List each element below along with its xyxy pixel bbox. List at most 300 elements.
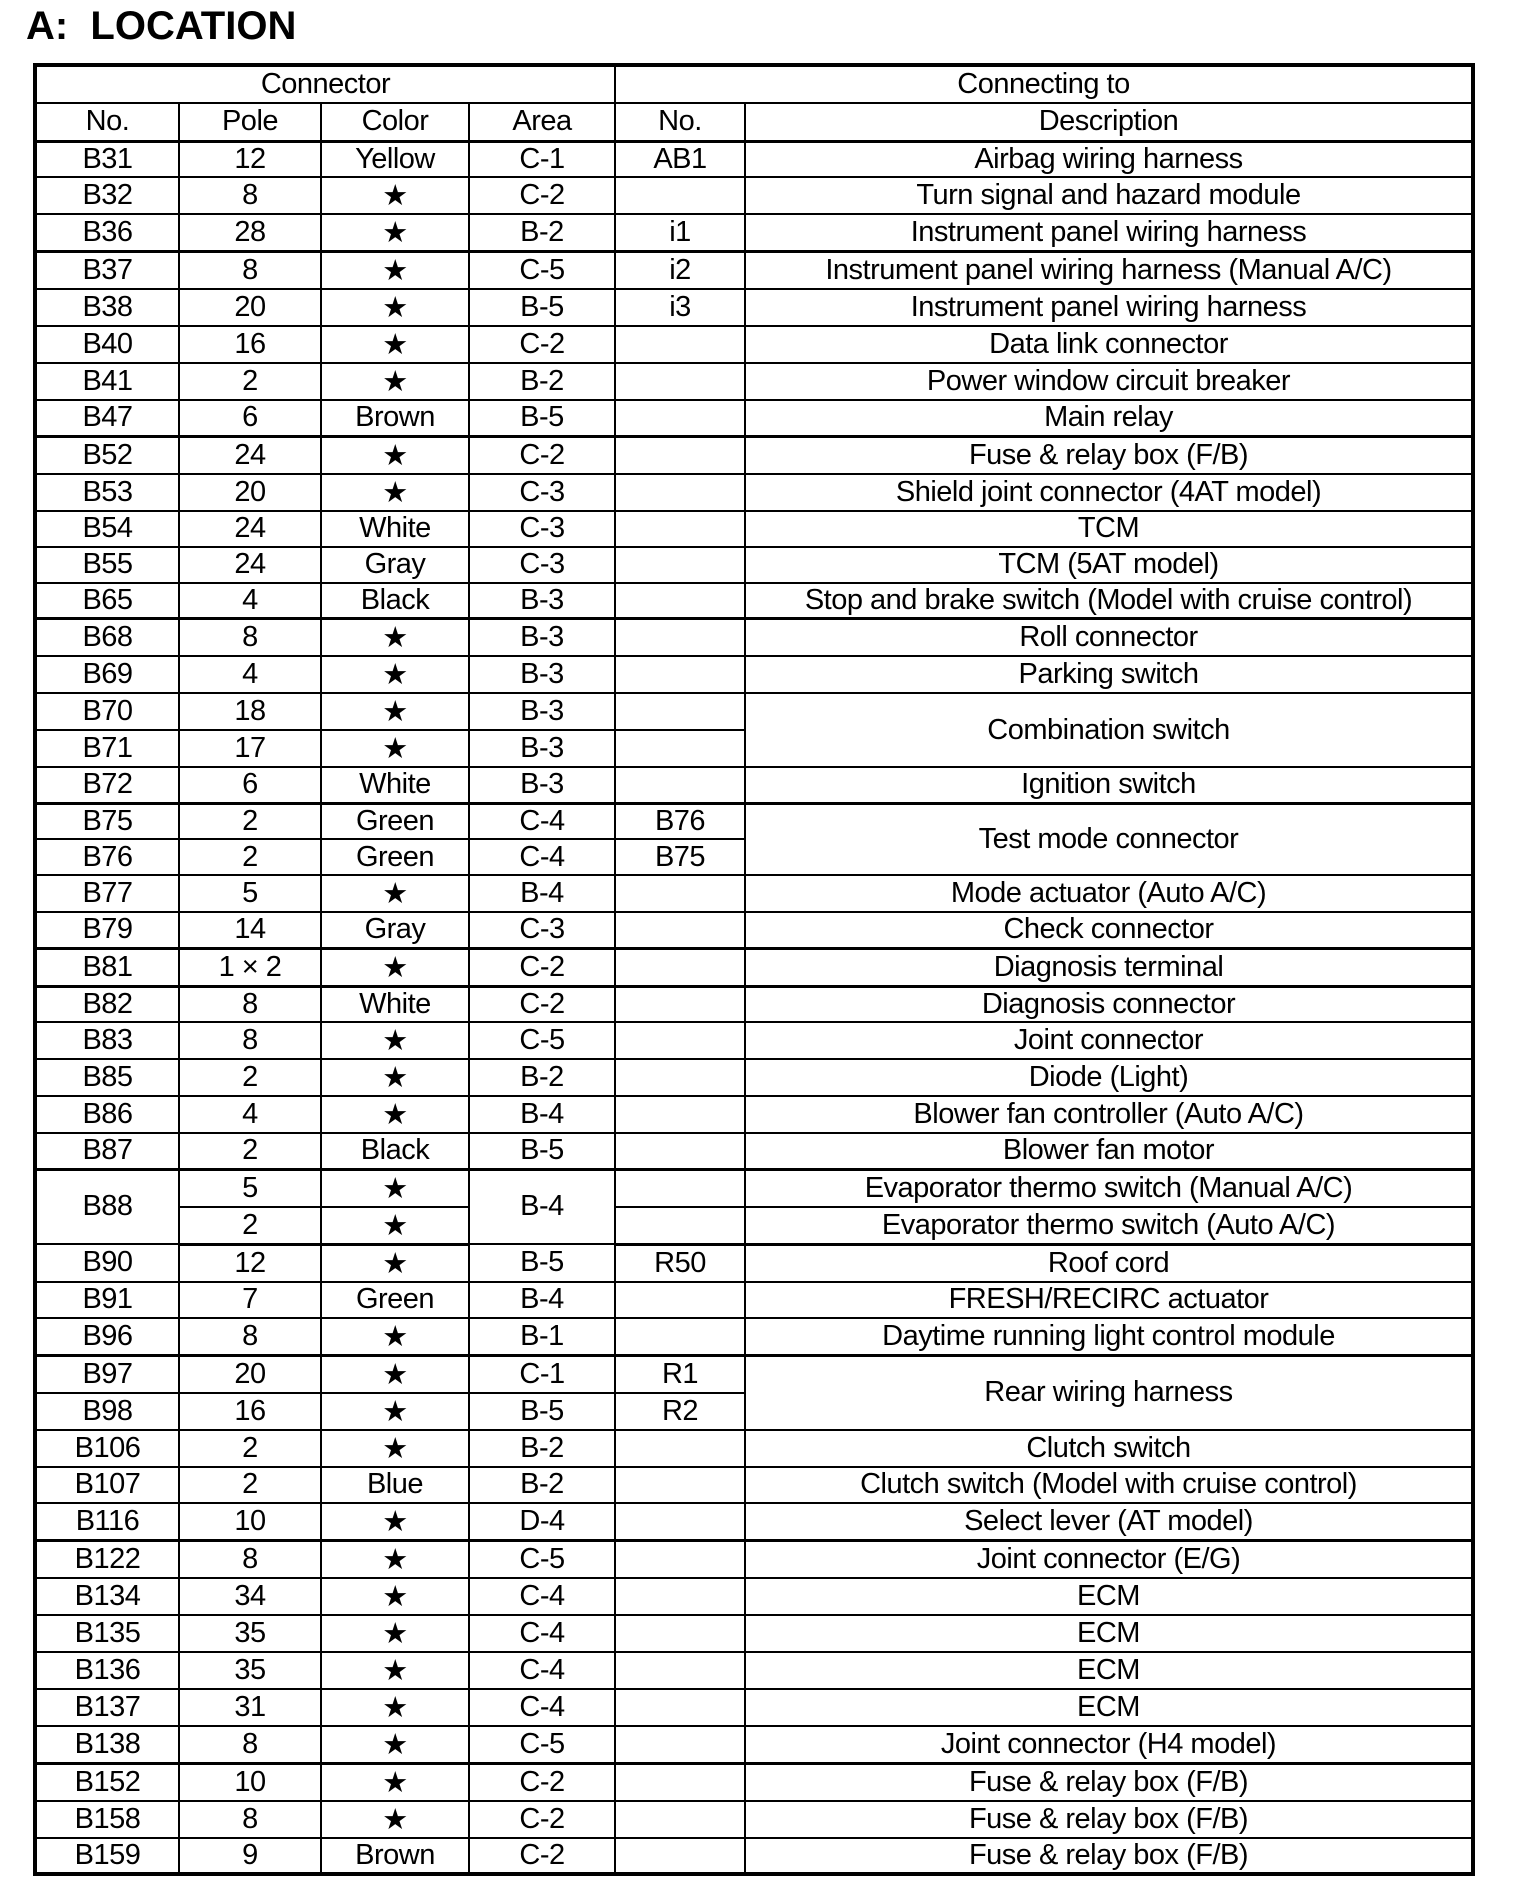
cell-pole: 8 <box>179 1540 321 1578</box>
cell-desc: Main relay <box>745 400 1473 436</box>
cell-area: C-2 <box>469 1801 615 1838</box>
cell-area: C-5 <box>469 1022 615 1059</box>
table-row <box>35 1578 1473 1615</box>
cell-no: B116 <box>35 1503 179 1541</box>
cell-area: B-5 <box>469 1393 615 1430</box>
cell-pole: 2 <box>179 1467 321 1503</box>
cell-pole: 5 <box>179 875 321 912</box>
cell-area: B-3 <box>469 693 615 730</box>
col-header-connecting-no: No. <box>615 103 745 141</box>
cell-pole: 18 <box>179 693 321 730</box>
table-row <box>35 1689 1473 1726</box>
cell-color: Brown <box>321 400 469 436</box>
cell-cno: AB1 <box>615 141 745 177</box>
cell-pole: 4 <box>179 1096 321 1133</box>
table-row <box>35 400 1473 436</box>
cell-color: White <box>321 511 469 547</box>
cell-no: B47 <box>35 400 179 436</box>
cell-no: B76 <box>35 839 179 875</box>
cell-color: Green <box>321 803 469 839</box>
star-icon: ★ <box>321 1763 469 1801</box>
cell-no: B77 <box>35 875 179 912</box>
table-row <box>35 289 1473 326</box>
cell-no: B87 <box>35 1133 179 1169</box>
cell-desc: Evaporator thermo switch (Manual A/C) <box>745 1169 1473 1207</box>
table-row <box>35 1169 1473 1207</box>
cell-area: C-3 <box>469 474 615 511</box>
cell-area: B-5 <box>469 400 615 436</box>
cell-area: C-4 <box>469 1652 615 1689</box>
cell-no: B98 <box>35 1393 179 1430</box>
cell-no: B107 <box>35 1467 179 1503</box>
cell-cno <box>615 875 745 912</box>
cell-pole: 7 <box>179 1282 321 1318</box>
cell-color: Black <box>321 1133 469 1169</box>
cell-cno <box>615 693 745 730</box>
cell-no: B31 <box>35 141 179 177</box>
table-row <box>35 214 1473 252</box>
cell-desc: TCM (5AT model) <box>745 547 1473 583</box>
cell-pole: 12 <box>179 1244 321 1282</box>
star-icon: ★ <box>321 252 469 290</box>
cell-no: B85 <box>35 1059 179 1096</box>
table-row <box>35 1615 1473 1652</box>
cell-no: B71 <box>35 730 179 767</box>
cell-pole: 8 <box>179 619 321 657</box>
table-row <box>35 1096 1473 1133</box>
cell-pole: 2 <box>179 839 321 875</box>
cell-pole: 2 <box>179 363 321 400</box>
cell-cno <box>615 1540 745 1578</box>
cell-desc: Airbag wiring harness <box>745 141 1473 177</box>
cell-pole: 6 <box>179 400 321 436</box>
cell-desc: ECM <box>745 1578 1473 1615</box>
cell-pole: 5 <box>179 1169 321 1207</box>
cell-area: C-4 <box>469 1689 615 1726</box>
table-body <box>35 141 1473 1874</box>
cell-cno: R50 <box>615 1244 745 1282</box>
cell-cno <box>615 583 745 619</box>
cell-pole: 8 <box>179 1726 321 1764</box>
cell-no: B134 <box>35 1578 179 1615</box>
cell-area: C-5 <box>469 252 615 290</box>
cell-cno <box>615 1096 745 1133</box>
cell-area: C-2 <box>469 948 615 986</box>
star-icon: ★ <box>321 1393 469 1430</box>
cell-pole: 34 <box>179 1578 321 1615</box>
table-row <box>35 436 1473 474</box>
column-header-row <box>35 103 1473 141</box>
cell-no: B158 <box>35 1801 179 1838</box>
cell-pole: 9 <box>179 1838 321 1874</box>
cell-pole: 20 <box>179 474 321 511</box>
star-icon: ★ <box>321 693 469 730</box>
cell-color: Gray <box>321 912 469 948</box>
cell-no: B52 <box>35 436 179 474</box>
table-row <box>35 252 1473 290</box>
cell-cno: R2 <box>615 1393 745 1430</box>
cell-color: Gray <box>321 547 469 583</box>
cell-cno <box>615 1838 745 1874</box>
cell-desc: Diagnosis terminal <box>745 948 1473 986</box>
cell-pole: 24 <box>179 511 321 547</box>
col-header-area: Area <box>469 103 615 141</box>
table-row <box>35 363 1473 400</box>
cell-desc: Instrument panel wiring harness (Manual A/C) <box>745 252 1473 290</box>
table-row <box>35 1726 1473 1764</box>
cell-desc: Diode (Light) <box>745 1059 1473 1096</box>
cell-cno <box>615 326 745 363</box>
cell-area: C-4 <box>469 1578 615 1615</box>
cell-desc: Instrument panel wiring harness <box>745 214 1473 252</box>
star-icon: ★ <box>321 1355 469 1393</box>
cell-no: B91 <box>35 1282 179 1318</box>
star-icon: ★ <box>321 1578 469 1615</box>
cell-color: Green <box>321 1282 469 1318</box>
cell-cno <box>615 986 745 1022</box>
cell-color: Yellow <box>321 141 469 177</box>
cell-cno: R1 <box>615 1355 745 1393</box>
star-icon: ★ <box>321 1318 469 1356</box>
cell-no: B86 <box>35 1096 179 1133</box>
cell-area: C-3 <box>469 511 615 547</box>
cell-pole: 10 <box>179 1503 321 1541</box>
star-icon: ★ <box>321 214 469 252</box>
star-icon: ★ <box>321 177 469 214</box>
star-icon: ★ <box>321 1169 469 1207</box>
star-icon: ★ <box>321 1244 469 1282</box>
cell-pole: 8 <box>179 1022 321 1059</box>
star-icon: ★ <box>321 1503 469 1541</box>
cell-cno <box>615 1467 745 1503</box>
star-icon: ★ <box>321 1059 469 1096</box>
cell-cno <box>615 363 745 400</box>
table-header <box>35 65 1473 141</box>
cell-pole: 35 <box>179 1652 321 1689</box>
table-row <box>35 1059 1473 1096</box>
table-row <box>35 1763 1473 1801</box>
cell-area: B-4 <box>469 1096 615 1133</box>
group-header-row <box>35 65 1473 103</box>
star-icon: ★ <box>321 363 469 400</box>
cell-pole: 14 <box>179 912 321 948</box>
cell-cno <box>615 511 745 547</box>
cell-cno <box>615 767 745 803</box>
cell-desc: Fuse & relay box (F/B) <box>745 1838 1473 1874</box>
cell-area: B-2 <box>469 1059 615 1096</box>
cell-cno <box>615 1801 745 1838</box>
cell-no: B69 <box>35 656 179 693</box>
cell-pole: 35 <box>179 1615 321 1652</box>
cell-desc: FRESH/RECIRC actuator <box>745 1282 1473 1318</box>
cell-pole: 24 <box>179 436 321 474</box>
star-icon: ★ <box>321 326 469 363</box>
cell-pole: 28 <box>179 214 321 252</box>
cell-color: Blue <box>321 1467 469 1503</box>
star-icon: ★ <box>321 1689 469 1726</box>
cell-area: C-4 <box>469 803 615 839</box>
cell-area: C-3 <box>469 547 615 583</box>
cell-desc: Clutch switch <box>745 1430 1473 1467</box>
cell-desc: Daytime running light control module <box>745 1318 1473 1356</box>
cell-pole: 17 <box>179 730 321 767</box>
cell-no: B82 <box>35 986 179 1022</box>
cell-pole: 31 <box>179 1689 321 1726</box>
cell-cno <box>615 1503 745 1541</box>
cell-desc: Diagnosis connector <box>745 986 1473 1022</box>
cell-cno <box>615 1022 745 1059</box>
cell-cno <box>615 1430 745 1467</box>
cell-area: B-5 <box>469 1244 615 1282</box>
cell-no: B37 <box>35 252 179 290</box>
cell-area: C-4 <box>469 839 615 875</box>
table-row <box>35 1022 1473 1059</box>
cell-pole: 16 <box>179 1393 321 1430</box>
cell-desc: Select lever (AT model) <box>745 1503 1473 1541</box>
cell-pole: 4 <box>179 583 321 619</box>
table-row <box>35 177 1473 214</box>
star-icon: ★ <box>321 619 469 657</box>
cell-area: B-2 <box>469 363 615 400</box>
cell-desc: Joint connector (H4 model) <box>745 1726 1473 1764</box>
table-row <box>35 767 1473 803</box>
table-row <box>35 1133 1473 1169</box>
star-icon: ★ <box>321 730 469 767</box>
cell-desc: Turn signal and hazard module <box>745 177 1473 214</box>
cell-area: D-4 <box>469 1503 615 1541</box>
cell-no: B81 <box>35 948 179 986</box>
cell-no: B53 <box>35 474 179 511</box>
cell-no: B38 <box>35 289 179 326</box>
cell-cno <box>615 1726 745 1764</box>
cell-no: B40 <box>35 326 179 363</box>
cell-desc: Instrument panel wiring harness <box>745 289 1473 326</box>
star-icon: ★ <box>321 1096 469 1133</box>
cell-area: B-3 <box>469 619 615 657</box>
star-icon: ★ <box>321 1022 469 1059</box>
cell-desc: ECM <box>745 1615 1473 1652</box>
cell-desc: Roof cord <box>745 1244 1473 1282</box>
cell-desc: Joint connector (E/G) <box>745 1540 1473 1578</box>
cell-no: B97 <box>35 1355 179 1393</box>
star-icon: ★ <box>321 1207 469 1245</box>
cell-desc: Blower fan motor <box>745 1133 1473 1169</box>
cell-desc: TCM <box>745 511 1473 547</box>
cell-no: B79 <box>35 912 179 948</box>
cell-cno <box>615 730 745 767</box>
cell-color: Green <box>321 839 469 875</box>
cell-area: C-5 <box>469 1540 615 1578</box>
table-row <box>35 1801 1473 1838</box>
cell-pole: 8 <box>179 1318 321 1356</box>
table-row <box>35 1652 1473 1689</box>
star-icon: ★ <box>321 948 469 986</box>
star-icon: ★ <box>321 436 469 474</box>
cell-color: White <box>321 767 469 803</box>
cell-desc: Fuse & relay box (F/B) <box>745 1763 1473 1801</box>
col-header-no: No. <box>35 103 179 141</box>
connector-group-header: Connector <box>35 65 615 103</box>
star-icon: ★ <box>321 1801 469 1838</box>
cell-cno <box>615 1615 745 1652</box>
star-icon: ★ <box>321 656 469 693</box>
cell-no: B55 <box>35 547 179 583</box>
table-row <box>35 1244 1473 1282</box>
cell-no: B137 <box>35 1689 179 1726</box>
table-row <box>35 547 1473 583</box>
cell-pole: 2 <box>179 1133 321 1169</box>
cell-area: C-2 <box>469 1838 615 1874</box>
cell-desc: Rear wiring harness <box>745 1355 1473 1430</box>
cell-pole: 12 <box>179 141 321 177</box>
cell-desc: Evaporator thermo switch (Auto A/C) <box>745 1207 1473 1245</box>
cell-color: White <box>321 986 469 1022</box>
star-icon: ★ <box>321 289 469 326</box>
cell-area: B-3 <box>469 656 615 693</box>
cell-no: B70 <box>35 693 179 730</box>
cell-no: B136 <box>35 1652 179 1689</box>
cell-desc: Blower fan controller (Auto A/C) <box>745 1096 1473 1133</box>
col-header-color: Color <box>321 103 469 141</box>
table-row <box>35 1355 1473 1393</box>
col-header-description: Description <box>745 103 1473 141</box>
cell-no: B32 <box>35 177 179 214</box>
cell-no: B36 <box>35 214 179 252</box>
cell-area: C-2 <box>469 436 615 474</box>
cell-no: B138 <box>35 1726 179 1764</box>
cell-pole: 2 <box>179 803 321 839</box>
cell-pole: 2 <box>179 1430 321 1467</box>
cell-area: C-3 <box>469 912 615 948</box>
cell-cno <box>615 948 745 986</box>
cell-no: B41 <box>35 363 179 400</box>
cell-desc: ECM <box>745 1652 1473 1689</box>
cell-pole: 6 <box>179 767 321 803</box>
cell-no: B65 <box>35 583 179 619</box>
cell-no: B96 <box>35 1318 179 1356</box>
cell-desc: Clutch switch (Model with cruise control) <box>745 1467 1473 1503</box>
cell-cno <box>615 1763 745 1801</box>
table-row <box>35 1318 1473 1356</box>
cell-area: B-5 <box>469 1133 615 1169</box>
table-row <box>35 511 1473 547</box>
cell-desc: ECM <box>745 1689 1473 1726</box>
cell-cno <box>615 1169 745 1207</box>
cell-color: Brown <box>321 1838 469 1874</box>
cell-pole: 8 <box>179 1801 321 1838</box>
cell-area: C-1 <box>469 1355 615 1393</box>
table-row <box>35 474 1473 511</box>
cell-area: B-4 <box>469 1282 615 1318</box>
cell-pole: 8 <box>179 986 321 1022</box>
cell-area: B-3 <box>469 730 615 767</box>
cell-cno <box>615 436 745 474</box>
cell-area: B-2 <box>469 1467 615 1503</box>
cell-no: B159 <box>35 1838 179 1874</box>
table-row <box>35 948 1473 986</box>
cell-no: B90 <box>35 1244 179 1282</box>
cell-cno: i3 <box>615 289 745 326</box>
cell-pole: 16 <box>179 326 321 363</box>
cell-desc: Check connector <box>745 912 1473 948</box>
table-row <box>35 141 1473 177</box>
table-row <box>35 1540 1473 1578</box>
table-row <box>35 583 1473 619</box>
cell-area: B-3 <box>469 767 615 803</box>
cell-cno <box>615 474 745 511</box>
cell-area: B-5 <box>469 289 615 326</box>
cell-desc: Roll connector <box>745 619 1473 657</box>
cell-cno <box>615 912 745 948</box>
cell-desc: Joint connector <box>745 1022 1473 1059</box>
cell-desc: Combination switch <box>745 693 1473 767</box>
table-row <box>35 619 1473 657</box>
cell-cno: B76 <box>615 803 745 839</box>
cell-cno <box>615 1318 745 1356</box>
table-row <box>35 986 1473 1022</box>
table-row <box>35 1503 1473 1541</box>
cell-area: C-2 <box>469 986 615 1022</box>
cell-no: B106 <box>35 1430 179 1467</box>
cell-area: C-5 <box>469 1726 615 1764</box>
cell-cno: B75 <box>615 839 745 875</box>
cell-pole: 4 <box>179 656 321 693</box>
cell-no: B54 <box>35 511 179 547</box>
cell-cno <box>615 1059 745 1096</box>
cell-desc: Test mode connector <box>745 803 1473 875</box>
cell-cno <box>615 1578 745 1615</box>
cell-no: B152 <box>35 1763 179 1801</box>
cell-pole: 1 × 2 <box>179 948 321 986</box>
cell-area: C-2 <box>469 1763 615 1801</box>
table-row <box>35 1838 1473 1874</box>
cell-area: C-2 <box>469 326 615 363</box>
cell-no: B135 <box>35 1615 179 1652</box>
table-row <box>35 1430 1473 1467</box>
cell-cno <box>615 656 745 693</box>
star-icon: ★ <box>321 1540 469 1578</box>
cell-cno: i1 <box>615 214 745 252</box>
cell-desc: Stop and brake switch (Model with cruise control) <box>745 583 1473 619</box>
cell-desc: Mode actuator (Auto A/C) <box>745 875 1473 912</box>
cell-desc: Power window circuit breaker <box>745 363 1473 400</box>
cell-pole: 2 <box>179 1207 321 1245</box>
cell-cno <box>615 177 745 214</box>
cell-no: B72 <box>35 767 179 803</box>
star-icon: ★ <box>321 1615 469 1652</box>
connecting-to-group-header: Connecting to <box>615 65 1473 103</box>
cell-no: B122 <box>35 1540 179 1578</box>
cell-pole: 20 <box>179 1355 321 1393</box>
cell-area: C-4 <box>469 1615 615 1652</box>
cell-cno <box>615 1207 745 1245</box>
table-row <box>35 1207 1473 1245</box>
star-icon: ★ <box>321 474 469 511</box>
cell-area: B-2 <box>469 214 615 252</box>
star-icon: ★ <box>321 1652 469 1689</box>
cell-pole: 20 <box>179 289 321 326</box>
cell-desc: Fuse & relay box (F/B) <box>745 436 1473 474</box>
cell-no: B68 <box>35 619 179 657</box>
cell-area: B-4 <box>469 875 615 912</box>
cell-cno <box>615 619 745 657</box>
cell-desc: Fuse & relay box (F/B) <box>745 1801 1473 1838</box>
cell-no: B75 <box>35 803 179 839</box>
table-row <box>35 803 1473 839</box>
cell-cno <box>615 1689 745 1726</box>
table-row <box>35 326 1473 363</box>
cell-pole: 2 <box>179 1059 321 1096</box>
